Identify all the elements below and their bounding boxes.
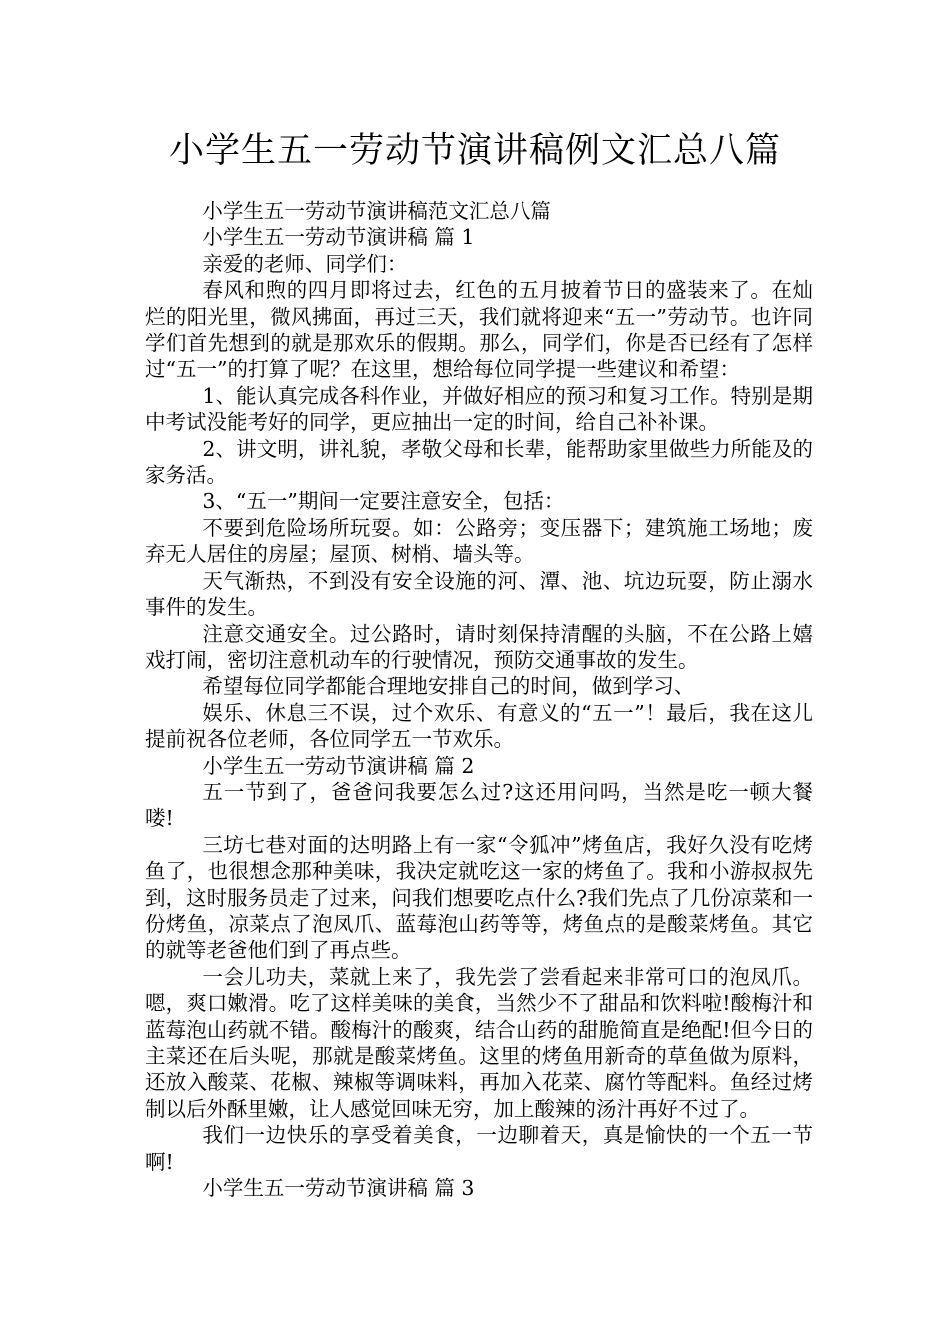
paragraph: 1、能认真完成各科作业，并做好相应的预习和复习工作。特别是期中考试没能考好的同学，更应抽出一定的时间，给自己补补课。 bbox=[145, 383, 813, 435]
paragraph: 希望每位同学都能合理地安排自己的时间，做到学习、 bbox=[202, 674, 695, 699]
paragraph: 不要到危险场所玩耍。如：公路旁；变压器下；建筑施工场地；废弃无人居住的房屋；屋顶、树梢、墙头等。 bbox=[145, 515, 813, 567]
paragraph: 我们一边快乐的享受着美食，一边聊着天，真是愉快的一个五一节啊! bbox=[145, 1123, 813, 1174]
subtitle-line: 小学生五一劳动节演讲稿范文汇总八篇 bbox=[202, 199, 551, 223]
section-heading-2: 小学生五一劳动节演讲稿 篇 2 bbox=[202, 753, 475, 778]
paragraph: 3、“五一”期间一定要注意安全，包括： bbox=[202, 489, 565, 514]
document-title: 小学生五一劳动节演讲稿例文汇总八篇 bbox=[168, 131, 781, 171]
paragraph: 三坊七巷对面的达明路上有一家“令狐冲”烤鱼店，我好久没有吃烤鱼了，也很想念那种美味，我决定就吃这一家的烤鱼了。我和小游叔叔先到，这时服务员走了过来，问我们想要吃点什么?我们先点了几份凉菜和一份烤鱼，凉菜点了泡凤爪、蓝莓泡山药等等，烤鱼点的是酸菜烤鱼。其它的就等老爸他们到了再点些。 bbox=[145, 832, 813, 963]
document-body bbox=[145, 198, 813, 1201]
paragraph: 天气渐热，不到没有安全设施的河、潭、池、坑边玩耍，防止溺水事件的发生。 bbox=[145, 568, 813, 620]
paragraph: 2、讲文明，讲礼貌，孝敬父母和长辈，能帮助家里做些力所能及的家务活。 bbox=[145, 436, 813, 488]
paragraph: 娱乐、休息三不误，过个欢乐、有意义的“五一”！最后，我在这儿提前祝各位老师，各位同学五一节欢乐。 bbox=[145, 700, 813, 752]
salutation: 亲爱的老师、同学们： bbox=[202, 251, 408, 276]
section-heading-1: 小学生五一劳动节演讲稿 篇 1 bbox=[202, 225, 475, 250]
paragraph: 注意交通安全。过公路时，请时刻保持清醒的头脑，不在公路上嬉戏打闹，密切注意机动车的行驶情况，预防交通事故的发生。 bbox=[145, 621, 813, 672]
paragraph: 五一节到了，爸爸问我要怎么过?这还用问吗，当然是吃一顿大餐喽! bbox=[145, 779, 813, 831]
section-heading-3: 小学生五一劳动节演讲稿 篇 3 bbox=[202, 1176, 475, 1201]
paragraph: 春风和煦的四月即将过去，红色的五月披着节日的盛装来了。在灿烂的阳光里，微风拂面，再过三天，我们就将迎来“五一”劳动节。也许同学们首先想到的就是那欢乐的假期。那么，同学们，你是否已经有了怎样过“五一”的打算了呢？在这里，想给每位同学提一些建议和希望： bbox=[145, 278, 813, 382]
paragraph: 一会儿功夫，菜就上来了，我先尝了尝看起来非常可口的泡凤爪。嗯，爽口嫩滑。吃了这样美味的美食，当然少不了甜品和饮料啦!酸梅汁和蓝莓泡山药就不错。酸梅汁的酸爽，结合山药的甜脆简直是绝配!但今日的主菜还在后头呢，那就是酸菜烤鱼。这里的烤鱼用新奇的草鱼做为原料，还放入酸菜、花椒、辣椒等调味料，再加入花菜、腐竹等配料。鱼经过烤制以后外酥里嫩，让人感觉回味无穷，加上酸辣的汤汁再好不过了。 bbox=[145, 964, 813, 1121]
